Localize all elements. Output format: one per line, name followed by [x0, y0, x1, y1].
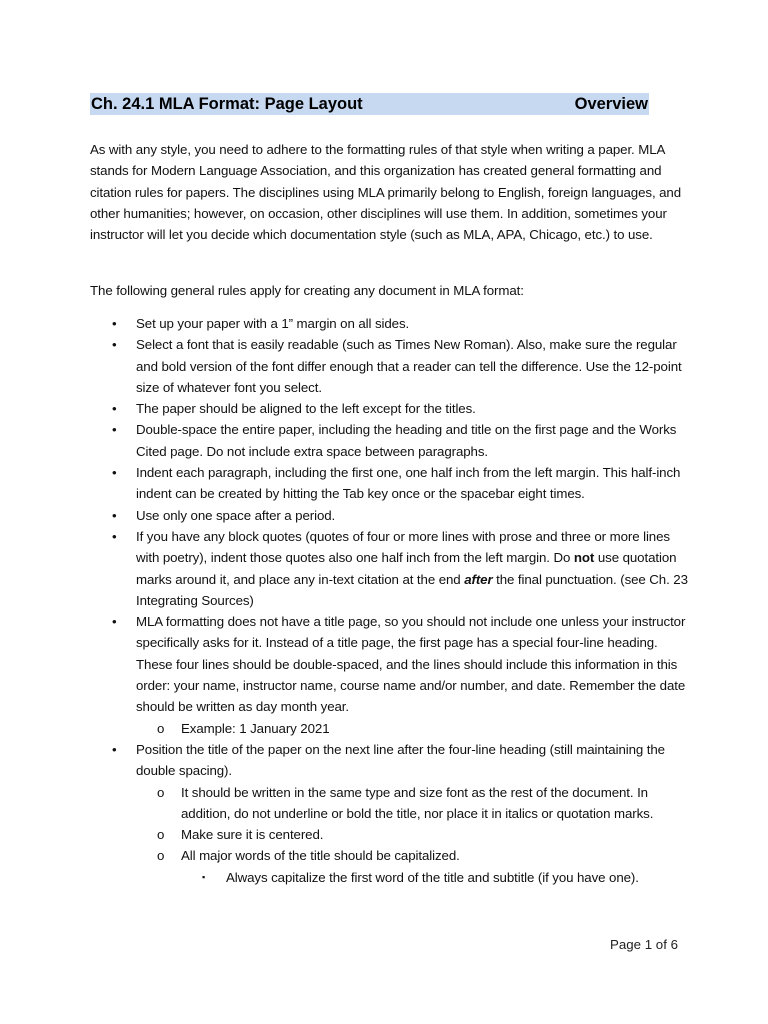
- emphasis-not: not: [573, 550, 595, 566]
- page-number: Page 1 of 6: [609, 937, 678, 952]
- list-item-text: [136, 529, 688, 608]
- section-heading: [90, 93, 649, 115]
- intro-paragraph: As with any style, you need to adhere to the formatting rules of that style when writing a paper. MLA stands for Modern Language Association, and this organization has created general formatting and citation rules for papers. The disciplines using MLA primarily belong to English, foreign languages, and other humanities; however, on occasion, other disciplines will use them. In addition, sometimes your instructor will let you decide which documentation style (such as MLA, APA, Chicago, etc.) to use.: [90, 142, 682, 243]
- list-item: [90, 462, 690, 505]
- heading-overview-label: Overview: [574, 95, 648, 113]
- sub-list-item: [90, 824, 690, 845]
- rules-intro-paragraph: The following general rules apply for creating any document in MLA format:: [90, 283, 524, 298]
- list-item-text: The paper should be aligned to the left except for the titles.: [136, 401, 476, 417]
- circle-bullet-icon: o: [157, 784, 165, 800]
- sub-list-item: [90, 718, 690, 739]
- bullet-icon: •: [112, 741, 117, 757]
- rules-list: [90, 313, 690, 888]
- bullet-icon: •: [112, 422, 117, 438]
- bullet-icon: •: [112, 528, 117, 544]
- circle-bullet-icon: o: [157, 720, 165, 736]
- bullet-icon: •: [112, 401, 117, 417]
- list-item-text: Double-space the entire paper, including the heading and title on the first page and the Works Cited page. Do not include extra space between paragraphs.: [136, 422, 677, 459]
- list-item-text: Indent each paragraph, including the first one, one half inch from the left margin. This half-inch indent can be created by hitting the Tab key once or the spacebar eight times.: [136, 465, 681, 502]
- page-title: Ch. 24.1 MLA Format: Page Layout: [91, 95, 363, 113]
- example-text: Example: 1 January 2021: [181, 720, 330, 736]
- list-item: [90, 419, 690, 462]
- sub-sub-list-item-text: Always capitalize the first word of the title and subtitle (if you have one).: [226, 869, 639, 885]
- emphasis-after: after: [464, 571, 493, 587]
- sub-list-item: [90, 782, 690, 825]
- sub-sub-list-item: [90, 867, 690, 888]
- block-quote-text-part1: If you have any block quotes (quotes of four or more lines with prose and three or more lines with poetry), indent those quotes also one half inch from the left margin. Do: [136, 528, 670, 566]
- list-item: [90, 313, 690, 334]
- list-item-text: MLA formatting does not have a title page, so you should not include one unless your instructor specifically asks for it. Instead of a title page, the first page has a special four-line heading. These four lines should be double-spaced, and the lines should include this information in this order: your name, instructor name, course name and/or number, and date. Remember the date should be written as day month year.: [136, 614, 686, 715]
- bullet-icon: •: [112, 507, 117, 523]
- circle-bullet-icon: o: [157, 848, 165, 864]
- list-item-text: Select a font that is easily readable (such as Times New Roman). Also, make sure the regular and bold version of the font differ enough that a reader can tell the difference. Use the 12-point size of whatever font you select.: [136, 337, 682, 395]
- circle-bullet-icon: o: [157, 827, 165, 843]
- list-item-text: Set up your paper with a 1” margin on all sides.: [136, 316, 410, 331]
- list-item-text: Position the title of the paper on the next line after the four-line heading (still maintaining the double spacing).: [136, 741, 665, 779]
- sub-list-item: [90, 845, 690, 866]
- list-item-block-quotes: [90, 526, 690, 611]
- sub-list-item-text: It should be written in the same type and size font as the rest of the document. In addition, do not underline or bold the title, nor place it in italics or quotation marks.: [181, 784, 654, 821]
- list-item: [90, 334, 690, 398]
- bullet-icon: •: [112, 337, 117, 353]
- block-quote-text-part2: use quotation marks around it, and place any in-text citation at the end: [136, 550, 677, 587]
- bullet-icon: •: [112, 465, 117, 481]
- block-quote-text-part3: the final punctuation. (see Ch. 23 Integrating Sources): [136, 571, 688, 608]
- sub-list-item-text: All major words of the title should be capitalized.: [181, 848, 460, 864]
- bullet-icon: •: [112, 614, 117, 630]
- list-item-heading: [90, 611, 690, 717]
- list-item-title: [90, 739, 690, 782]
- sub-list-item-text: Make sure it is centered.: [181, 827, 324, 843]
- bullet-icon: •: [112, 316, 117, 331]
- list-item: [90, 505, 690, 526]
- list-item: [90, 398, 690, 419]
- list-item-text: Use only one space after a period.: [136, 507, 336, 523]
- square-bullet-icon: ▪: [202, 871, 206, 882]
